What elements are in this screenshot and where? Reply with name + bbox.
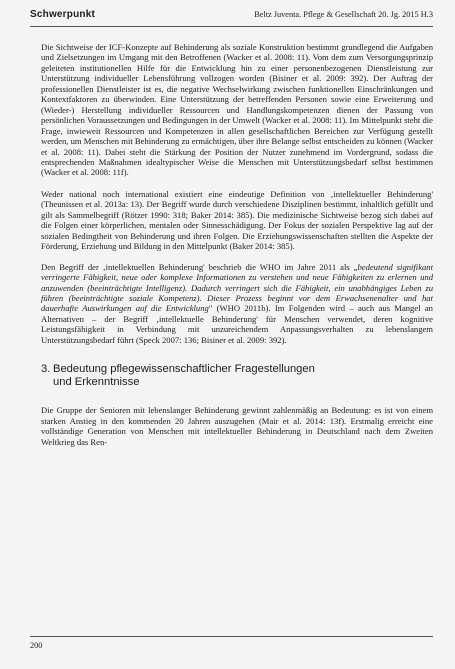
section-title-line-1: Bedeutung pflegewissenschaftlicher Fragestellungen [53, 363, 315, 376]
quote-intro: Den Begriff der ‚intellektuellen Behinderung' beschrieb die WHO im Jahre 2011 als „ [41, 261, 358, 272]
paragraph-2: Weder national noch international existiert eine eindeutige Definition von ‚intellektueller Behinderung' (Theunissen et al. 2013a: 13). Der Begriff wurde durch verschiedene Disziplinen bestimmt, inhaltlich gefüllt und gilt als Sammelbegriff (Rötzer 1990: 318; Baker 2014: 385). Die medizinische Sichtweise bezog sich dabei auf die Folgen einer körperlichen, mentalen oder Sinnesschädigung. Der Fokus der sozialen Perspektive lag auf der sozialen Bedingtheit von Behinderung und ihren Folgen. Die Erziehungswissenschaften stellten die Aspekte der Förderung, Erziehung und Bildung in den Mittelpunkt (Baker 2014: 385). [41, 188, 433, 252]
section-title-line-2: und Erkenntnisse [53, 376, 140, 389]
section-label: Schwerpunkt [30, 9, 95, 20]
page-number: 200 [30, 641, 43, 650]
paragraph-3 [41, 262, 433, 346]
who-definition-quote: bedeutend signifikant verringerte Fähigkeit, neue oder komplexe Informationen zu verstehen und neue Fähigkeiten zu erlernen und anzuwenden (beeinträchtigte Intelligenz). Dadurch verringert sich die Fähigkeit, ein unabhängiges Leben zu führen (beeinträchtigte soziale Kompetenz). Dieser Prozess beginnt vor dem Erwachsenenalter und hat dauerhafte Auswirkungen auf die Entwicklung [41, 261, 433, 314]
journal-citation: Beltz Juventa. Pflege & Gesellschaft 20. Jg. 2015 H.3 [254, 10, 433, 19]
paragraph-1: Die Sichtweise der ICF-Konzepte auf Behinderung als soziale Konstruktion bestimmt grundlegend die Aufgaben und Zielsetzungen im Umgang mit den Betroffenen (Wacker et al. 2008: 11). Vom dem zum Versorgungsprinzip geleiteten institutionellen Hilfe für die Entwicklung hin zu einer personenbezogenen Dienstleistung zur Unterstützung individueller Lebensführung vollzogen worden (Bisiner et al. 2009: 392). Der Auftrag der professionellen Dienstleister ist es, die negative Wechselwirkung zwischen funktionellen Einschränkungen und Kontextfaktoren zu überwinden. Eine Unterstützung der betreffenden Personen sowie eine Erweiterung und (Wieder-) Herstellung individueller Ressourcen und Handlungskompetenzen dienen der Passung von persönlichen Voraussetzungen und Bedingungen in der Umwelt (Wacker et al. 2008: 11). Im Mittelpunkt steht die Frage, inwieweit Ressourcen und Kompetenzen in allen gesellschaftlichen Bereichen zur Verfügung gestellt werden, um Menschen mit Behinderung zu ermächtigen, über ihre Belange selbst entscheiden zu können (Wacker et al. 2008: 11). Dabei steht die Stärkung der Position der Nutzer zunehmend im Vordergrund, sodass die entsprechenden Maßnahmen idealtypischer Weise die Menschen mit Unterstützungsbedarf selbst bestimmen (Wacker et al. 2008: 11f). [41, 42, 433, 178]
page-footer [30, 636, 433, 650]
paragraph-4: Die Gruppe der Senioren mit lebenslanger Behinderung gewinnt zahlenmäßig an Bedeutung: es ist von einem starken Anstieg in den kommenden 20 Jahren auszugehen (Mair et al. 2014: 13f). Erstmalig erreicht eine vollständige Generation von Menschen mit intellektueller Behinderung in Deutschland nach dem Zweiten Weltkrieg das Ren- [41, 405, 433, 447]
body-text [41, 42, 433, 457]
section-number: 3. [41, 363, 51, 376]
quote-continuation: " (WHO 2011b). Im Folgenden wird – auch aus Mangel an Alternativen – der Begriff ‚intellektuelle Behinderung' für Menschen verwendet, deren kognitive Leistungsfähigkeit in Verbindung mit unzureichendem Anpassungsverhalten zu lebenslangem Unterstützungsbedarf führt (Speck 2007: 136; Bisiner et al. 2009: 392). [41, 303, 433, 345]
running-header [30, 8, 433, 27]
section-heading [41, 363, 433, 389]
